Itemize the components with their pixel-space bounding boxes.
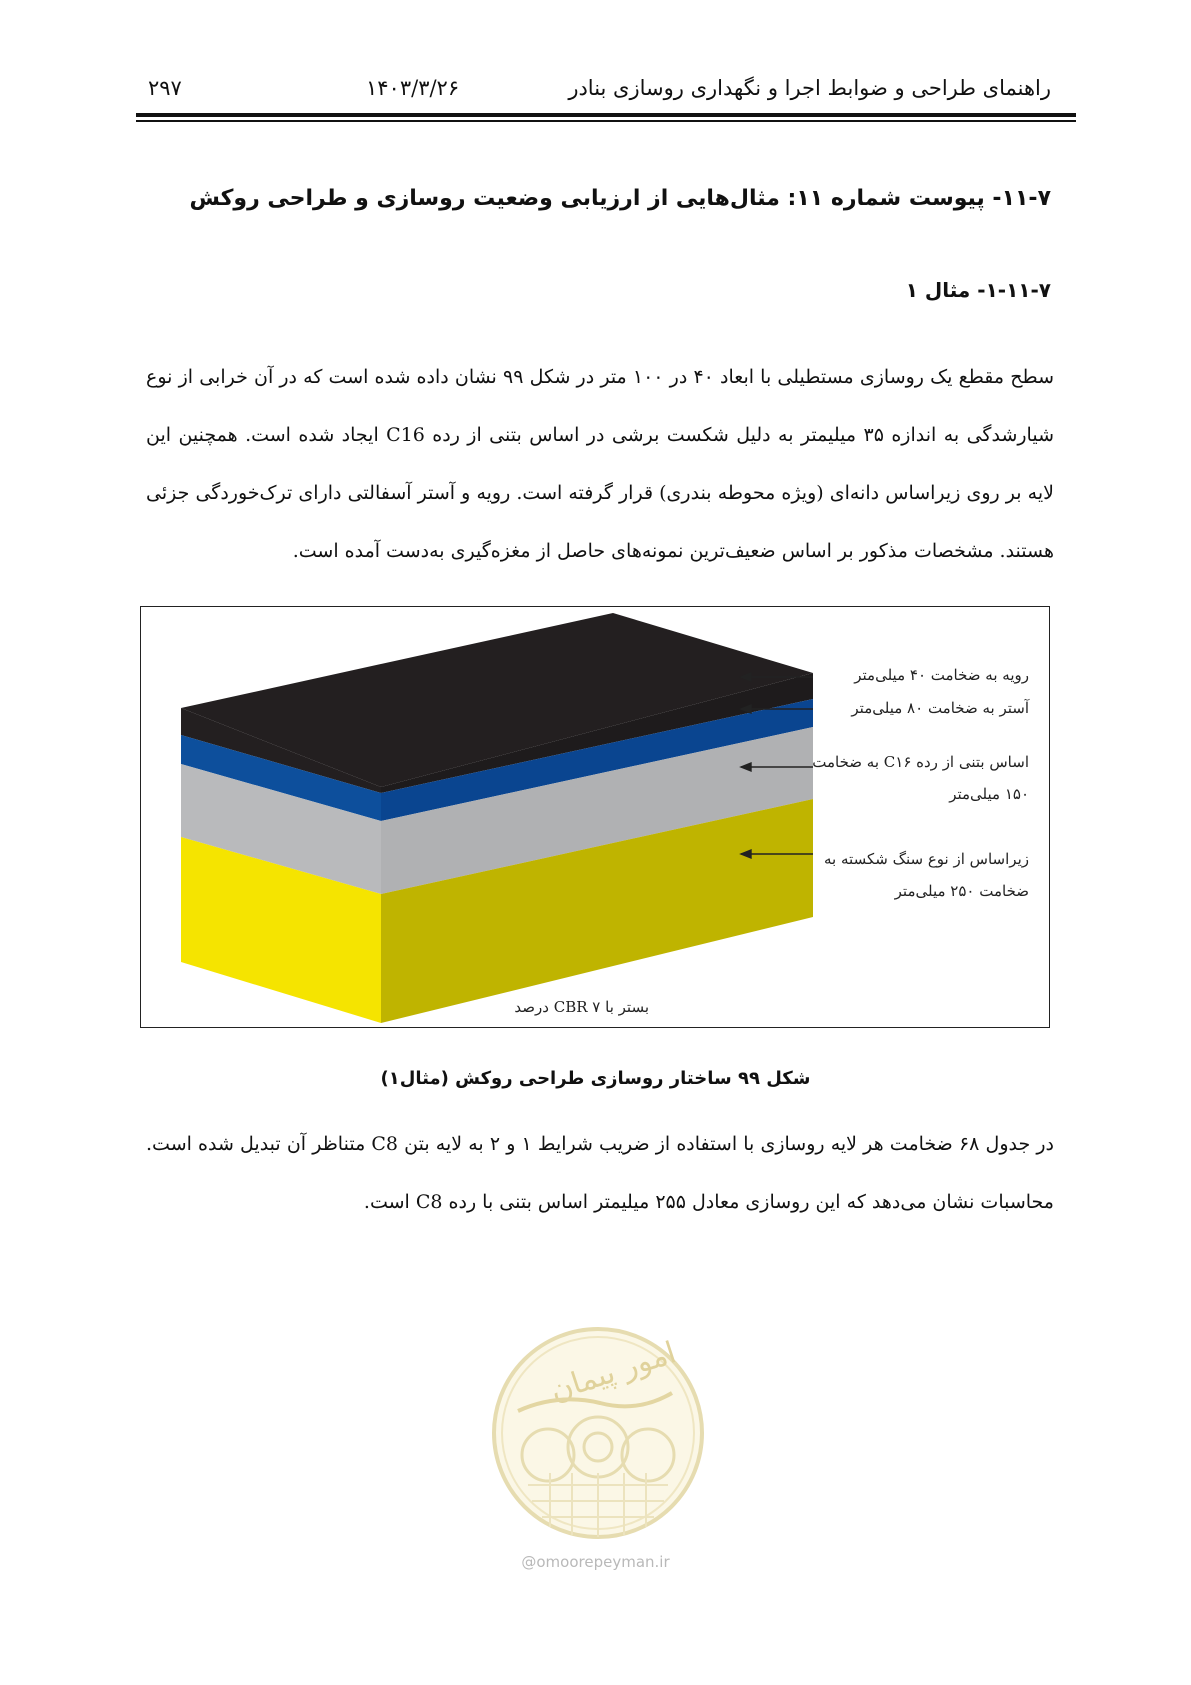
subsection-heading: ۱-۱۱-۷- مثال ۱ <box>905 278 1051 302</box>
header-rule-thin <box>136 120 1076 122</box>
label-subbase-line2: ضخامت ۲۵۰ میلی‌متر <box>894 882 1029 900</box>
body-paragraph-1: سطح مقطع یک روسازی مستطیلی با ابعاد ۴۰ در ۱۰۰ متر در شکل ۹۹ نشان داده شده است که در آن خرابی از نوع شیارشدگی به اندازه ۳۵ میلیمتر به دلیل شکست برشی در اساس بتنی از رده C16 ایجاد شده است. همچنین این لایه بر روی زیراساس دانه‌ای (ویژه محوطه بندری) قرار گرفته است. رویه و آستر آسفالتی دارای ترک‌خوردگی جزئی هستند. مشخصات مذکور بر اساس ضعیف‌ترین نمونه‌های حاصل از مغزه‌گیری به‌دست آمده است. <box>146 366 1054 562</box>
page-number: ۲۹۷ <box>148 76 182 100</box>
header-rule-thick <box>136 113 1076 117</box>
label-surface: رویه به ضخامت ۴۰ میلی‌متر <box>854 666 1029 684</box>
pavement-figure <box>140 606 1050 1028</box>
label-binder: آستر به ضخامت ۸۰ میلی‌متر <box>851 699 1029 717</box>
watermark-site: @omoorepeyman.ir <box>521 1553 670 1571</box>
section-heading: ۱۱-۷- پیوست شماره ۱۱: مثال‌هایی از ارزیابی وضعیت روسازی و طراحی روکش <box>189 186 1051 211</box>
label-subbase-line1: زیراساس از نوع سنگ شکسته به <box>824 850 1029 868</box>
watermark-logo <box>488 1323 708 1543</box>
label-base-line2: ۱۵۰ میلی‌متر <box>949 785 1029 803</box>
running-header-title: راهنمای طراحی و ضوابط اجرا و نگهداری روسازی بنادر <box>568 76 1051 100</box>
figure-caption: شکل ۹۹ ساختار روسازی طراحی روکش (مثال۱) <box>380 1068 811 1089</box>
svg-text:امور پیمان: امور پیمان <box>545 1335 681 1409</box>
label-base-line1: اساس بتنی از رده C۱۶ به ضخامت <box>812 753 1029 771</box>
body-paragraph-2: در جدول ۶۸ ضخامت هر لایه روسازی با استفاده از ضریب شرایط ۱ و ۲ به لایه بتن C8 متناظر آن تبدیل شده است. محاسبات نشان می‌دهد که این روسازی معادل ۲۵۵ میلیمتر اساس بتنی با رده C8 است. <box>146 1133 1054 1213</box>
running-header-date: ۱۴۰۳/۳/۲۶ <box>366 76 460 100</box>
label-subgrade: بستر با CBR ۷ درصد <box>514 998 649 1016</box>
